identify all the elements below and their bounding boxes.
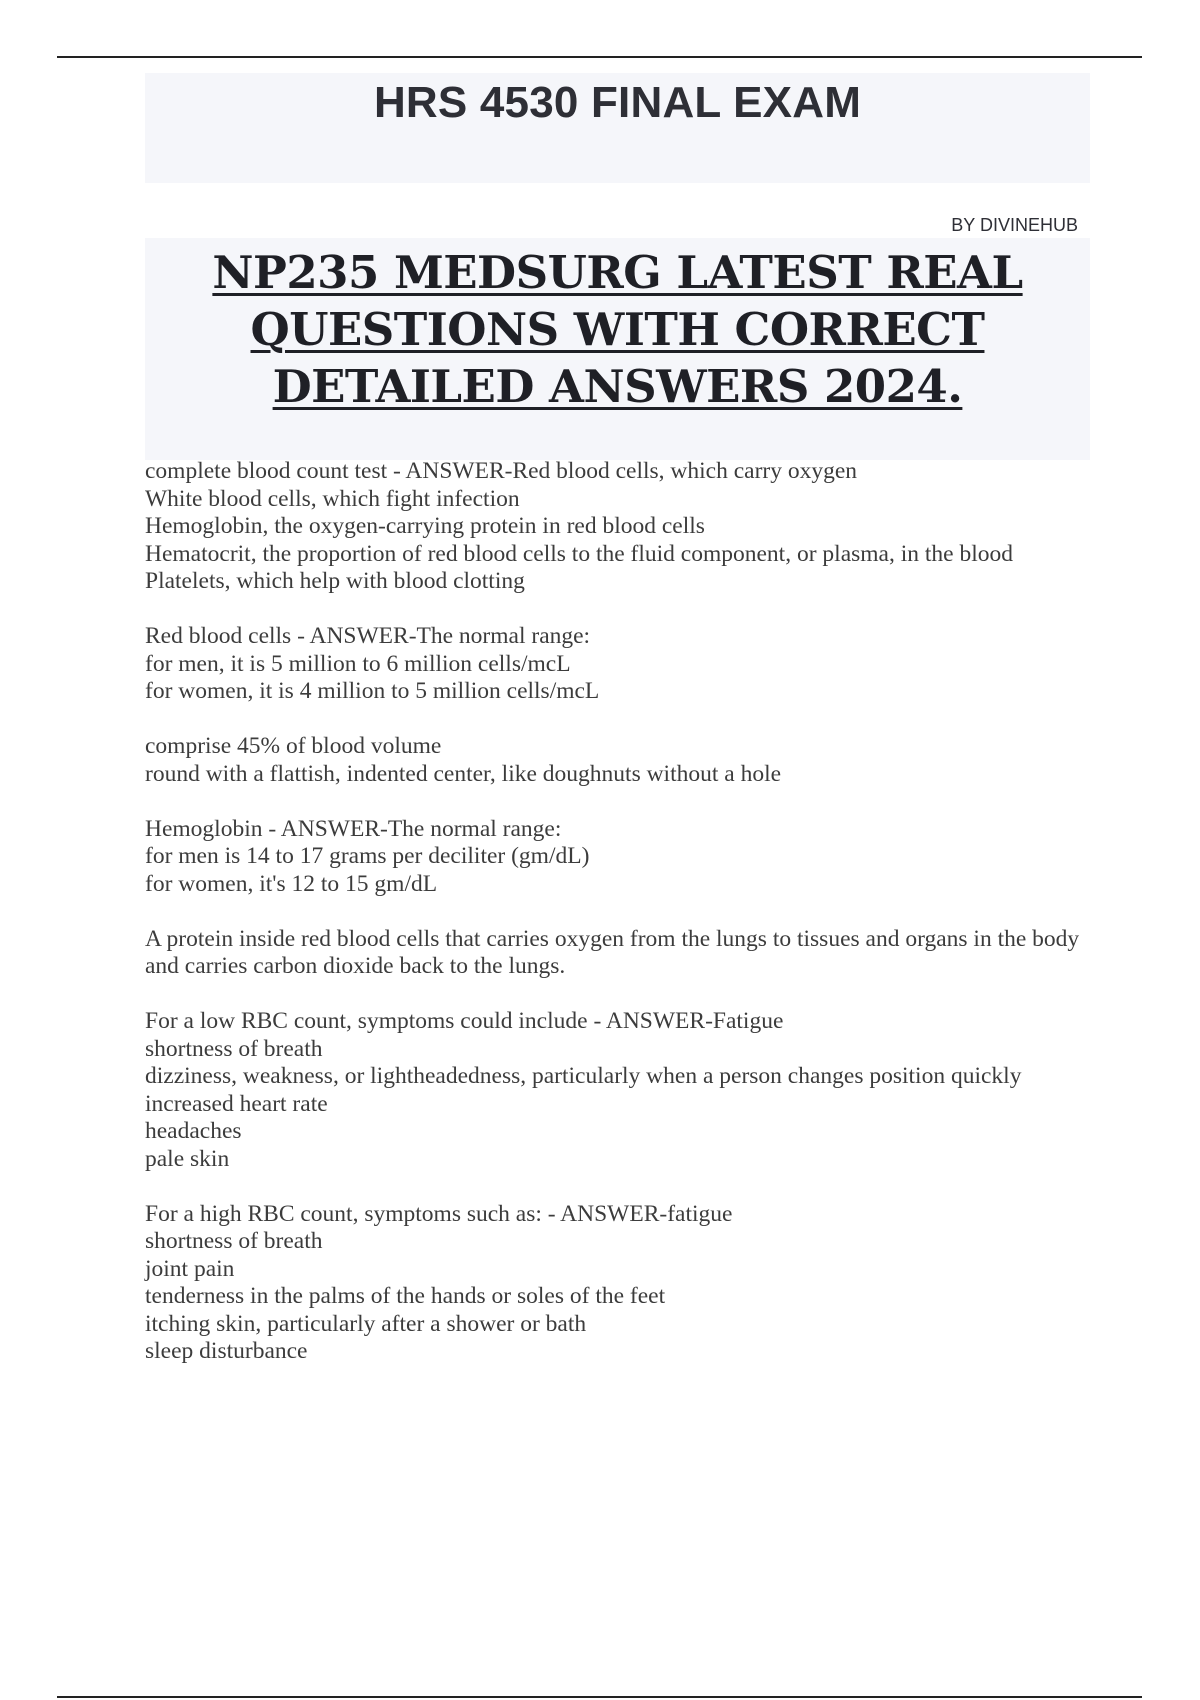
document-title-box [145,238,1090,460]
qa-line: A protein inside red blood cells that carries oxygen from the lungs to tissues and organs in the body and carries carbon dioxide back to the lungs. [145,925,1080,979]
qa-line: pale skin [145,1145,230,1172]
qa-line: for men, it is 5 million to 6 million cells/mcL [145,650,571,677]
qa-line: White blood cells, which fight infection [145,485,520,512]
qa-line: shortness of breath [145,1035,323,1062]
qa-line: Hemoglobin, the oxygen-carrying protein in red blood cells [145,513,705,539]
qa-line: comprise 45% of blood volume [145,733,442,759]
qa-line: tenderness in the palms of the hands or soles of the feet [145,1283,666,1309]
qa-line: Hematocrit, the proportion of red blood cells to the fluid component, or plasma, in the blood [145,540,1013,567]
qa-line: Platelets, which help with blood clotting [145,568,525,594]
document-title [145,238,1090,415]
qa-block [145,816,1095,899]
qa-block [145,458,1095,596]
byline: BY DIVINEHUB [951,215,1078,235]
qa-block [145,623,1095,706]
qa-block [145,1008,1095,1173]
qa-line: For a low RBC count, symptoms could include - ANSWER-Fatigue [145,1008,784,1034]
qa-line: shortness of breath [145,1228,323,1254]
qa-line: dizziness, weakness, or lightheadedness, particularly when a person changes position quickly [145,1063,1022,1089]
qa-line: Red blood cells - ANSWER-The normal range: [145,623,591,649]
qa-line: Hemoglobin - ANSWER-The normal range: [145,815,562,842]
qa-line: headaches [145,1118,242,1144]
qa-line: for women, it's 12 to 15 gm/dL [145,870,438,897]
qa-line: complete blood count test - ANSWER-Red blood cells, which carry oxygen [145,458,858,484]
qa-line: round with a flattish, indented center, like doughnuts without a hole [145,760,782,787]
qa-line: for women, it is 4 million to 5 million cells/mcL [145,678,600,704]
qa-block [145,733,1095,788]
qa-line: sleep disturbance [145,1338,308,1364]
document-title-line-3: DETAILED ANSWERS 2024. [272,360,963,413]
qa-line: For a high RBC count, symptoms such as: - ANSWER-fatigue [145,1200,733,1227]
qa-line: itching skin, particularly after a shower or bath [145,1310,587,1337]
document-title-line-2: QUESTIONS WITH CORRECT [250,303,985,356]
exam-title: HRS 4530 FINAL EXAM [373,78,862,127]
bottom-rule [57,1696,1142,1698]
top-rule [57,56,1142,58]
exam-header [145,73,1090,183]
qa-line: increased heart rate [145,1090,328,1117]
qa-line: for men is 14 to 17 grams per deciliter (gm/dL) [145,843,590,869]
qa-block [145,926,1095,981]
qa-line: joint pain [145,1255,235,1282]
qa-block [145,1201,1095,1366]
document-title-line-1: NP235 MEDSURG LATEST REAL [212,246,1023,299]
document-body [145,458,1095,1393]
